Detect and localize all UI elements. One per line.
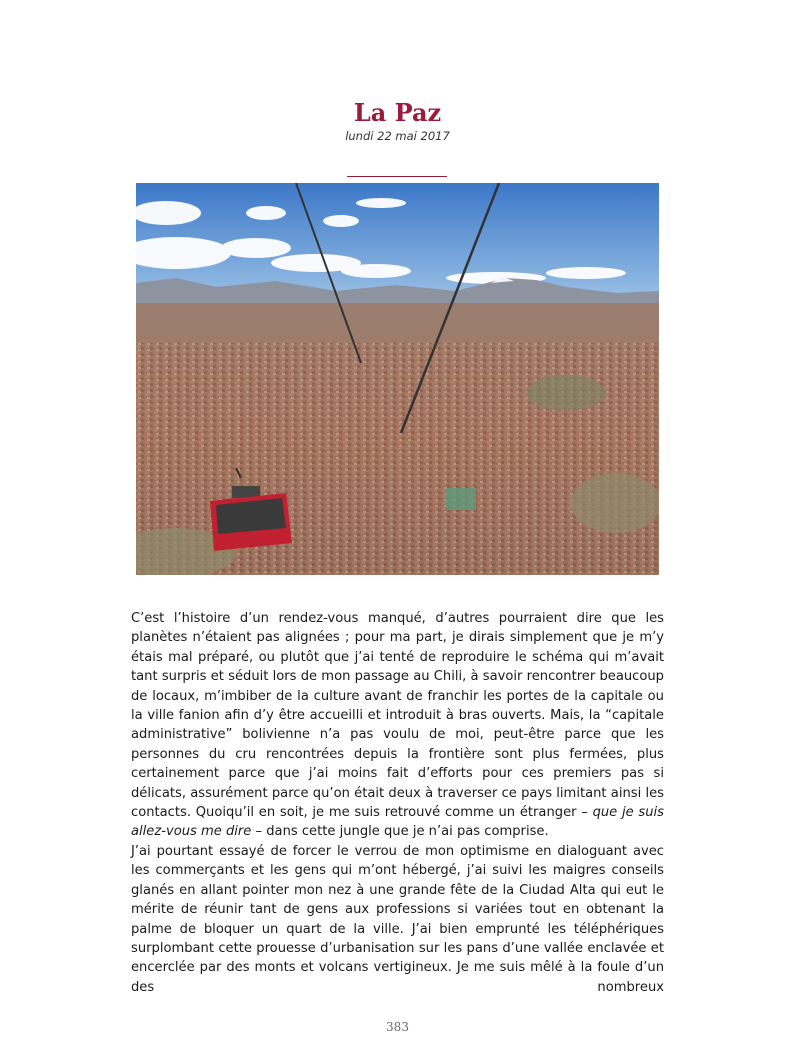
article-date: lundi 22 mai 2017: [345, 129, 450, 143]
paragraph-text: – dans cette jungle que je n’ai pas comprise.: [251, 824, 549, 840]
page-number: 383: [386, 1020, 409, 1034]
title-separator: [347, 176, 447, 177]
article-body: [131, 609, 664, 997]
paragraph: [131, 609, 664, 842]
paragraph-text: C’est l’histoire d’un rendez-vous manqué, d’autres pourraient dire que les planètes n’étaient pas alignées ; pour ma part, je dirais simplement que je m’y étais mal préparé, ou plutôt que j’ai tenté de reproduire le schéma qui m’avait tant surpris et séduit lors de mon passage au Chili, à savoir rencontrer beaucoup de locaux, m’imbiber de la culture avant de franchir les portes de la capitale ou la ville fanion afin d’y être accueilli et introduit à bras ouverts. Mais, la “capitale administrative” bolivienne n’a pas voulu de moi, peut-être parce que les personnes du cru rencontrées depuis la frontière sont plus fermées, plus certainement parce que j’ai moins fait d’efforts pour ces premiers pas si délicats, assurément parce qu’on était deux à traverser ce pays limitant ainsi les contacts. Quoiqu’il en soit, je me suis retrouvé comme un étranger –: [131, 611, 664, 821]
paragraph-italic-text: que je suis allez-vous me dire: [131, 805, 665, 840]
page-title: La Paz: [353, 98, 442, 127]
la-paz-cable-car-photo: [136, 183, 659, 575]
paragraph: J’ai pourtant essayé de forcer le verrou de mon optimisme en dialoguant avec les commerçants et les gens qui m’ont hébergé, j’ai suivi les maigres conseils glanés en allant pointer mon nez à une grande fête de la Ciudad Alta qui eut le mérite de réunir tant de gens aux professions si variées tout en obtenant la palme de bloquer un quart de la ville. J’ai bien emprunté les téléphériques surplombant cette prouesse d’urbanisation sur les pans d’une vallée enclavée et encerclée par des monts et volcans vertigineux. Je me suis mêlé à la foule d’un des nombreux: [131, 843, 664, 995]
